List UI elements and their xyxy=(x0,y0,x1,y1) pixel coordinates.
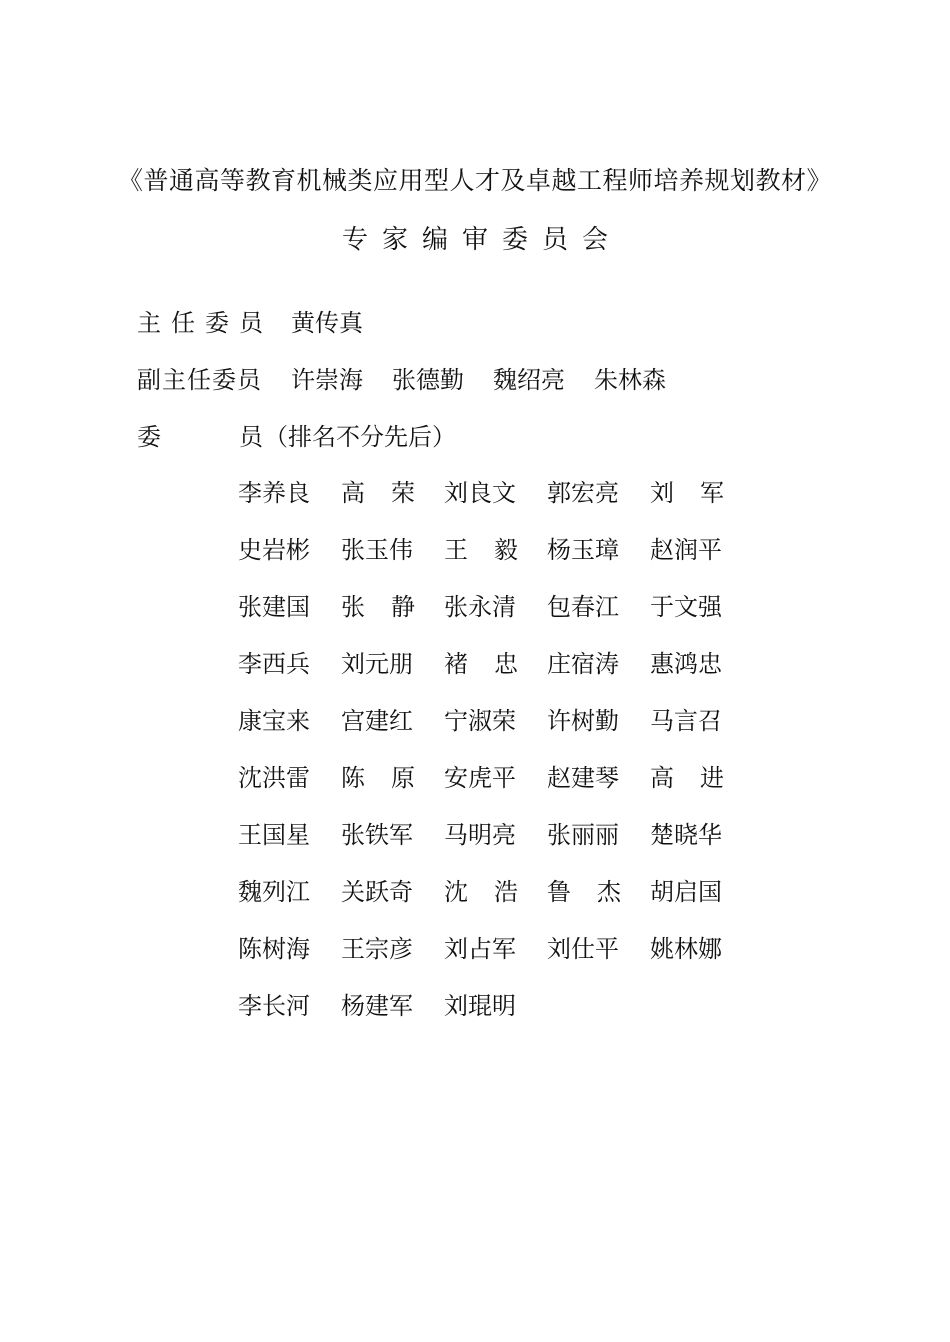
member-name: 刘占军 xyxy=(444,935,516,963)
member-name: 刘良文 xyxy=(444,479,516,507)
member-name: 史岩彬 xyxy=(238,536,310,564)
director-name: 黄传真 xyxy=(291,309,363,337)
member-name: 包春江 xyxy=(547,593,619,621)
member-name: 杨建军 xyxy=(341,992,413,1020)
member-name: 刘仕平 xyxy=(547,935,619,963)
member-name: 褚 忠 xyxy=(444,650,518,678)
member-row xyxy=(238,647,758,704)
member-name: 陈 原 xyxy=(341,764,415,792)
member-name: 胡启国 xyxy=(650,878,722,906)
member-name: 李西兵 xyxy=(238,650,310,678)
member-row xyxy=(238,590,758,647)
member-name: 惠鸿忠 xyxy=(650,650,722,678)
member-name: 宫建红 xyxy=(341,707,413,735)
member-name: 宁淑荣 xyxy=(444,707,516,735)
member-name: 沈 浩 xyxy=(444,878,518,906)
member-name: 郭宏亮 xyxy=(547,479,619,507)
deputy-director-name: 张德勤 xyxy=(392,366,464,394)
member-name: 张永清 xyxy=(444,593,516,621)
director-label: 主 任 委 员 xyxy=(137,309,263,337)
member-name: 王 毅 xyxy=(444,536,518,564)
member-name: 张 静 xyxy=(341,593,415,621)
member-name: 杨玉璋 xyxy=(547,536,619,564)
member-name: 高 荣 xyxy=(341,479,415,507)
member-name: 王国星 xyxy=(238,821,310,849)
member-name: 张铁军 xyxy=(341,821,413,849)
member-name: 沈洪雷 xyxy=(238,764,310,792)
deputy-director-name: 魏绍亮 xyxy=(493,366,565,394)
member-name: 于文强 xyxy=(650,593,722,621)
member-row xyxy=(238,989,758,1046)
member-row xyxy=(238,761,758,818)
members-ordering-note: （排名不分先后） xyxy=(264,423,456,451)
member-name: 张玉伟 xyxy=(341,536,413,564)
member-name: 张丽丽 xyxy=(547,821,619,849)
deputy-director-names xyxy=(291,363,695,397)
member-name: 张建国 xyxy=(238,593,310,621)
member-name: 高 进 xyxy=(650,764,724,792)
deputy-director-name: 朱林森 xyxy=(594,366,666,394)
deputy-director-label: 副主任委员 xyxy=(137,366,262,394)
member-name: 李养良 xyxy=(238,479,310,507)
deputy-director-name: 许崇海 xyxy=(291,366,363,394)
member-name: 李长河 xyxy=(238,992,310,1020)
member-name: 刘 军 xyxy=(650,479,724,507)
member-row xyxy=(238,932,758,989)
member-name: 刘元朋 xyxy=(341,650,413,678)
member-name: 赵建琴 xyxy=(547,764,619,792)
member-row xyxy=(238,875,758,932)
member-name: 马言召 xyxy=(650,707,722,735)
member-name: 安虎平 xyxy=(444,764,516,792)
member-row xyxy=(238,533,758,590)
member-name: 魏列江 xyxy=(238,878,310,906)
member-name: 王宗彦 xyxy=(341,935,413,963)
member-list xyxy=(238,476,758,1046)
member-name: 鲁 杰 xyxy=(547,878,621,906)
member-row xyxy=(238,818,758,875)
member-name: 马明亮 xyxy=(444,821,516,849)
book-series-title: 《普通高等教育机械类应用型人才及卓越工程师培养规划教材》 xyxy=(117,166,832,195)
member-name: 楚晓华 xyxy=(650,821,722,849)
member-name: 刘琨明 xyxy=(444,992,516,1020)
committee-title: 专家编审委员会 xyxy=(341,225,622,255)
member-name: 赵润平 xyxy=(650,536,722,564)
member-name: 关跃奇 xyxy=(341,878,413,906)
member-row xyxy=(238,704,758,761)
member-name: 陈树海 xyxy=(238,935,310,963)
member-name: 姚林娜 xyxy=(650,935,722,963)
member-name: 许树勤 xyxy=(547,707,619,735)
member-name: 康宝来 xyxy=(238,707,310,735)
member-row xyxy=(238,476,758,533)
members-label: 委 员 xyxy=(137,423,263,451)
director-names xyxy=(291,306,392,340)
member-name: 庄宿涛 xyxy=(547,650,619,678)
